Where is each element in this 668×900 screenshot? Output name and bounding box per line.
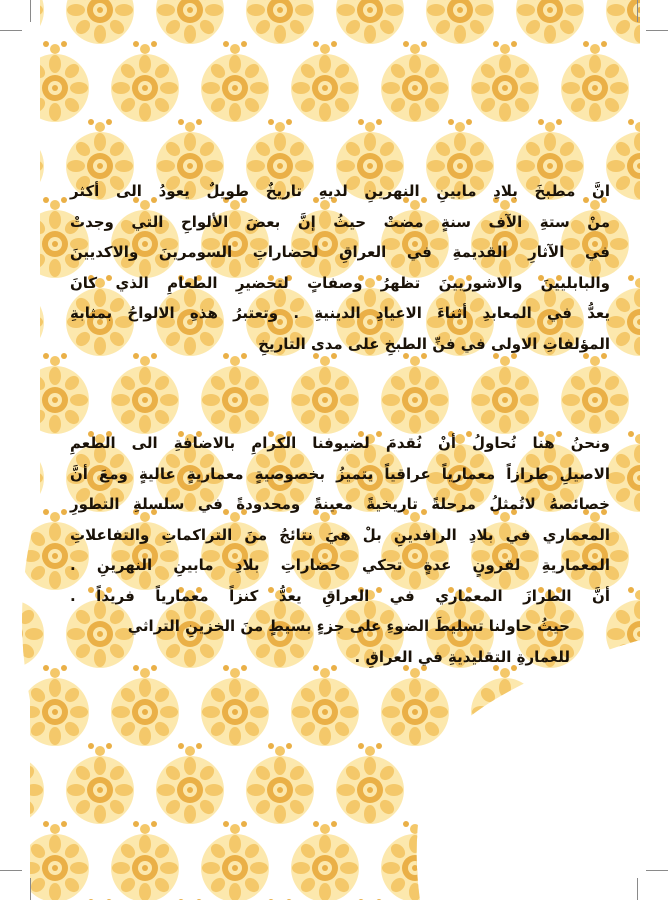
paragraph-line: ونحنُ هنا نُحاولُ أنْ نُقدمَ لضيوفنا الكرامِ بالاضافةِ الى الطعمِ bbox=[70, 434, 610, 452]
dot-cluster-icon bbox=[448, 743, 472, 763]
paragraph-line: في الآثارِ القديمةِ في العراقِ لحضاراتِ السومرينَ والاكديينَ bbox=[70, 243, 610, 261]
floral-medallion-icon bbox=[606, 444, 668, 512]
floral-medallion-icon bbox=[291, 678, 359, 746]
paragraph-line: للعمارةِ التقليديةِ في العراقِ . bbox=[354, 647, 570, 666]
crop-mark-top-left-h bbox=[0, 30, 22, 31]
crop-mark-bottom-right-h bbox=[646, 870, 668, 871]
floral-medallion-icon bbox=[426, 756, 494, 824]
floral-medallion-icon bbox=[111, 366, 179, 434]
paragraph-line: يعدُّ في المعابدِ أثناءَ الاعيادِ الدينيةِ . وتعتبرُ هذهِ الالواحُ بمثابةِ bbox=[70, 304, 610, 322]
floral-medallion-icon bbox=[651, 834, 668, 900]
paragraph-history bbox=[70, 176, 610, 359]
floral-medallion-icon bbox=[471, 54, 539, 122]
floral-medallion-icon bbox=[291, 366, 359, 434]
dot-cluster-icon bbox=[583, 821, 607, 841]
floral-medallion-icon bbox=[471, 678, 539, 746]
paragraph-line: المعماريةِ لقرونٍ عدةٍ تحكي حضاراتِ بلادِ مابينِ النهرينِ . bbox=[70, 556, 610, 574]
floral-medallion-icon bbox=[381, 366, 449, 434]
floral-medallion-icon bbox=[516, 756, 584, 824]
floral-medallion-icon bbox=[201, 834, 269, 900]
floral-medallion-icon bbox=[201, 54, 269, 122]
floral-medallion-icon bbox=[21, 834, 89, 900]
dot-cluster-icon bbox=[0, 431, 22, 451]
paragraph-line: الاصيلِ طرازاً معمارياً عراقياً يتميزُ بخصوصيةٍ معماريةٍ عاليةٍ ومعَ أنَّ bbox=[70, 464, 610, 483]
floral-medallion-icon bbox=[471, 366, 539, 434]
paragraph-architecture bbox=[70, 428, 610, 672]
floral-medallion-icon bbox=[246, 756, 314, 824]
floral-medallion-icon bbox=[651, 366, 668, 434]
dot-cluster-icon bbox=[0, 119, 22, 139]
crop-mark-bottom-left-v bbox=[30, 878, 31, 900]
floral-medallion-icon bbox=[0, 444, 44, 512]
floral-medallion-icon bbox=[291, 834, 359, 900]
paragraph-line: منْ ستةِ الآف سنةٍ مضتْ حيثُ إنَّ بعضَ الألواحِ التي وجدتْ bbox=[70, 212, 610, 231]
floral-medallion-icon bbox=[606, 756, 668, 824]
floral-medallion-icon bbox=[381, 678, 449, 746]
floral-medallion-icon bbox=[21, 366, 89, 434]
floral-medallion-icon bbox=[156, 756, 224, 824]
floral-medallion-icon bbox=[651, 54, 668, 122]
dot-cluster-icon bbox=[538, 743, 562, 763]
floral-medallion-icon bbox=[0, 600, 44, 668]
floral-medallion-icon bbox=[66, 756, 134, 824]
floral-medallion-icon bbox=[471, 834, 539, 900]
floral-medallion-icon bbox=[0, 288, 44, 356]
floral-medallion-icon bbox=[561, 834, 629, 900]
crop-mark-top-right-h bbox=[646, 30, 668, 31]
floral-medallion-icon bbox=[111, 678, 179, 746]
dot-cluster-icon bbox=[628, 743, 652, 763]
floral-medallion-icon bbox=[111, 54, 179, 122]
floral-medallion-icon bbox=[606, 600, 668, 668]
paragraph-line: حيثُ حاولنا تسليطَ الضوءِ على جزءٍ بسيطٍ منَ الخزينِ التراثي bbox=[127, 617, 570, 635]
dot-cluster-icon bbox=[0, 275, 22, 295]
paragraph-line: المؤلفاتِ الاولى في فنِّ الطبخِ على مدى التاريخِ bbox=[258, 334, 610, 353]
floral-medallion-icon bbox=[336, 0, 404, 44]
floral-medallion-icon bbox=[561, 54, 629, 122]
floral-medallion-icon bbox=[606, 132, 668, 200]
dot-cluster-icon bbox=[493, 821, 517, 841]
floral-medallion-icon bbox=[561, 366, 629, 434]
floral-medallion-icon bbox=[651, 678, 668, 746]
floral-medallion-icon bbox=[246, 0, 314, 44]
floral-medallion-icon bbox=[561, 678, 629, 746]
floral-medallion-icon bbox=[66, 0, 134, 44]
floral-medallion-icon bbox=[156, 0, 224, 44]
floral-medallion-icon bbox=[201, 678, 269, 746]
floral-medallion-icon bbox=[381, 834, 449, 900]
crop-mark-bottom-left-h bbox=[0, 870, 22, 871]
paragraph-line: والبابليينَ والاشوريينَ تظهرُ وصفاتٍ لتحضيرِ الطعامِ الذي كانَ bbox=[70, 273, 610, 292]
floral-medallion-icon bbox=[0, 132, 44, 200]
crop-mark-bottom-right-v bbox=[637, 878, 638, 900]
floral-medallion-icon bbox=[651, 210, 668, 278]
floral-medallion-icon bbox=[21, 54, 89, 122]
paragraph-line: خصائصهُ لاتُمثلُ مرحلةً تاريخيةً معينةً ومحدودةً في سلسلةِ التطورِ bbox=[70, 495, 610, 513]
crop-mark-top-right-v bbox=[637, 0, 638, 22]
floral-medallion-icon bbox=[606, 288, 668, 356]
paragraph-line: انَّ مطبخَ بلادِ مابينِ النهرينِ لديهِ تاريخٌ طويلٌ يعودُ الى أكثر bbox=[70, 182, 610, 200]
floral-medallion-icon bbox=[336, 756, 404, 824]
floral-medallion-icon bbox=[381, 54, 449, 122]
floral-medallion-icon bbox=[426, 0, 494, 44]
floral-medallion-icon bbox=[651, 522, 668, 590]
paragraph-line: المعماري في بلادِ الرافدينِ بلْ هيَ نتائجُ منَ التراكماتِ والتفاعلاتِ bbox=[70, 525, 610, 544]
paragraph-line: أنَّ الطرازَ المعماري في العراقِ يعدُّ كنزاً معمارياً فريداً . bbox=[70, 586, 610, 605]
floral-medallion-icon bbox=[291, 54, 359, 122]
floral-medallion-icon bbox=[21, 678, 89, 746]
floral-medallion-icon bbox=[0, 756, 44, 824]
crop-mark-top-left-v bbox=[30, 0, 31, 22]
floral-medallion-icon bbox=[111, 834, 179, 900]
floral-medallion-icon bbox=[516, 0, 584, 44]
dot-cluster-icon bbox=[0, 587, 22, 607]
dot-cluster-icon bbox=[0, 743, 22, 763]
floral-medallion-icon bbox=[201, 366, 269, 434]
floral-medallion-icon bbox=[0, 0, 44, 44]
